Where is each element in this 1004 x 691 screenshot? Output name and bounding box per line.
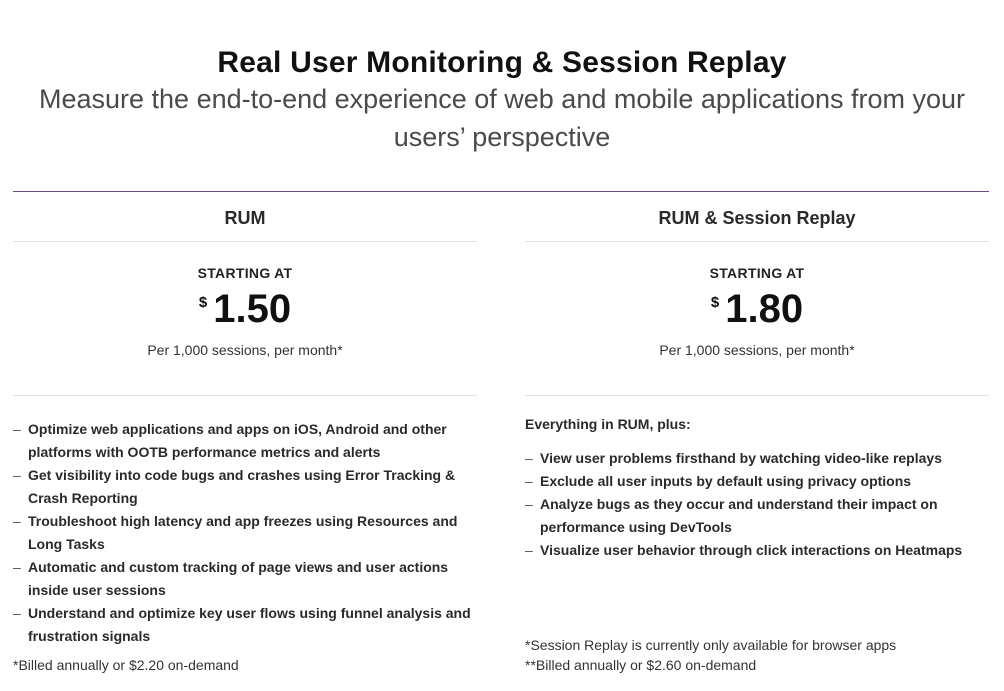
- price-row: [525, 286, 989, 332]
- feature-item: – Analyze bugs as they occur and understand their impact on performance using DevTools: [525, 493, 989, 539]
- page-title: Real User Monitoring & Session Replay: [217, 46, 787, 80]
- price-value: 1.80: [725, 287, 804, 331]
- dash-bullet-icon: –: [13, 421, 21, 437]
- feature-list: [525, 447, 989, 562]
- footnote-billing: **Billed annually or $2.60 on-demand: [525, 657, 757, 673]
- dash-bullet-icon: –: [525, 473, 533, 489]
- feature-item: – Understand and optimize key user flows using funnel analysis and frustration signals: [13, 602, 477, 648]
- footnote-billing: *Billed annually or $2.20 on-demand: [13, 657, 239, 673]
- divider: [525, 395, 989, 396]
- plan-card-rum-session-replay: [525, 192, 989, 691]
- divider: [13, 395, 477, 396]
- plan-name: RUM & Session Replay: [658, 208, 856, 228]
- feature-item: – Visualize user behavior through click interactions on Heatmaps: [525, 539, 989, 562]
- feature-item: – Get visibility into code bugs and crashes using Error Tracking & Crash Reporting: [13, 464, 477, 510]
- currency-symbol: $: [198, 294, 208, 311]
- page-subtitle: Measure the end-to-end experience of web and mobile applications from your users’ perspective: [38, 84, 966, 152]
- plan-card-rum: [13, 192, 477, 691]
- feature-list: [13, 418, 477, 648]
- starting-at-label: STARTING AT: [197, 265, 293, 281]
- feature-item: – View user problems firsthand by watching video-like replays: [525, 447, 989, 470]
- dash-bullet-icon: –: [525, 496, 533, 512]
- price-value: 1.50: [213, 287, 292, 331]
- dash-bullet-icon: –: [13, 513, 21, 529]
- dash-bullet-icon: –: [13, 559, 21, 575]
- price-note: Per 1,000 sessions, per month*: [659, 342, 855, 358]
- feature-item: – Optimize web applications and apps on iOS, Android and other platforms with OOTB performance metrics and alerts: [13, 418, 477, 464]
- price-note: Per 1,000 sessions, per month*: [147, 342, 343, 358]
- price-row: [13, 286, 477, 332]
- divider: [525, 241, 989, 242]
- currency-symbol: $: [710, 294, 720, 311]
- features-intro: Everything in RUM, plus:: [525, 416, 691, 432]
- dash-bullet-icon: –: [13, 467, 21, 483]
- feature-item: – Exclude all user inputs by default using privacy options: [525, 470, 989, 493]
- dash-bullet-icon: –: [525, 542, 533, 558]
- divider: [13, 241, 477, 242]
- feature-item: – Automatic and custom tracking of page views and user actions inside user sessions: [13, 556, 477, 602]
- starting-at-label: STARTING AT: [709, 265, 805, 281]
- footnote-availability: *Session Replay is currently only available for browser apps: [525, 637, 897, 653]
- feature-item: – Troubleshoot high latency and app freezes using Resources and Long Tasks: [13, 510, 477, 556]
- dash-bullet-icon: –: [13, 605, 21, 621]
- dash-bullet-icon: –: [525, 450, 533, 466]
- plan-name: RUM: [224, 208, 266, 228]
